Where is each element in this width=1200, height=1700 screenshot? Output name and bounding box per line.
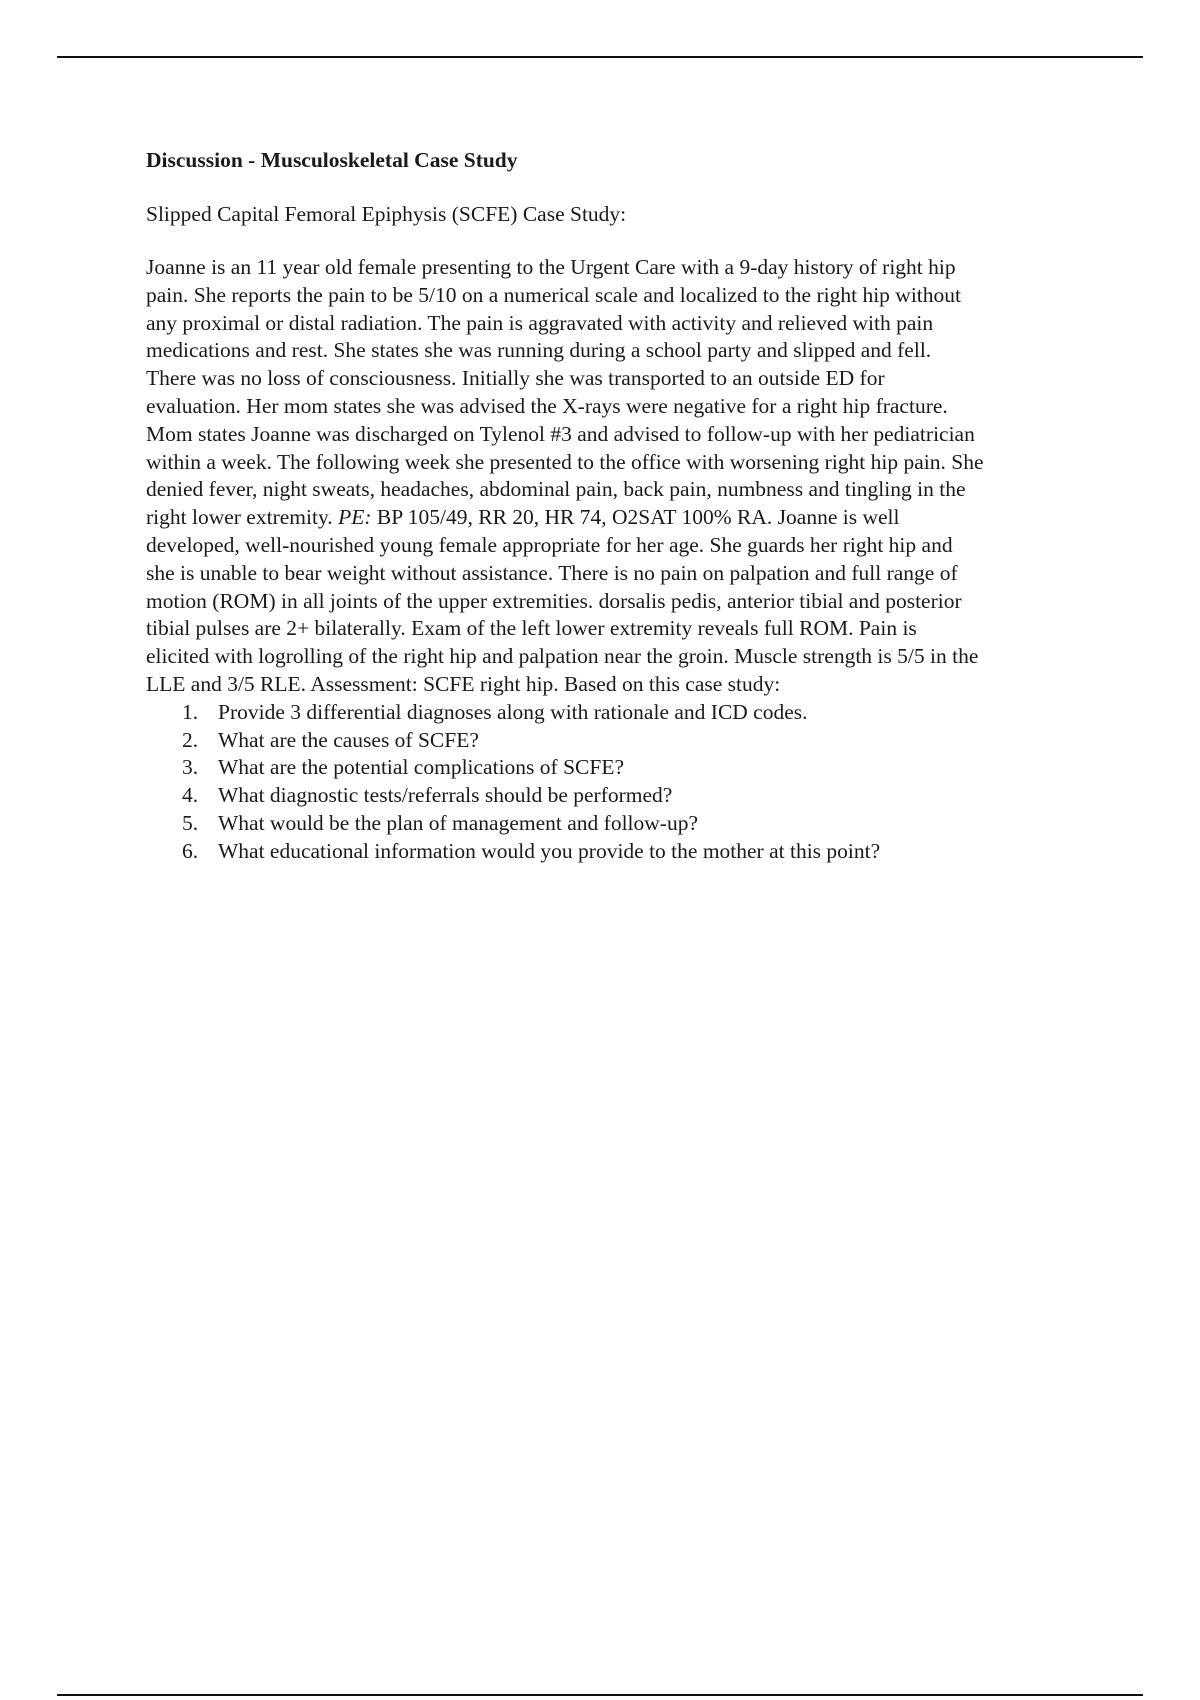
pe-line-before: right lower extremity. [146, 505, 339, 530]
narrative-line: any proximal or distal radiation. The pain is aggravated with activity and relieved with pain [146, 310, 934, 335]
question-item [146, 810, 1096, 838]
question-text: What educational information would you provide to the mother at this point? [218, 838, 881, 863]
question-item [146, 782, 1096, 810]
narrative-line: Mom states Joanne was discharged on Tylenol #3 and advised to follow-up with her pediatrician [146, 421, 975, 446]
narrative-line: LLE and 3/5 RLE. Assessment: SCFE right hip. Based on this case study: [146, 671, 781, 696]
narrative-line: within a week. The following week she presented to the office with worsening right hip pain. She [146, 449, 984, 474]
question-number: 2. [182, 727, 199, 752]
question-item [146, 699, 1096, 727]
pe-label: PE: [338, 505, 372, 530]
narrative-line: motion (ROM) in all joints of the upper extremities. dorsalis pedis, anterior tibial and posterior [146, 588, 962, 613]
narrative-line: There was no loss of consciousness. Initially she was transported to an outside ED for [146, 366, 885, 391]
question-text: What would be the plan of management and follow-up? [218, 810, 699, 835]
question-item [146, 838, 1096, 866]
question-number: 3. [182, 755, 199, 780]
narrative-line: elicited with logrolling of the right hip and palpation near the groin. Muscle strength is 5/5 in the [146, 644, 979, 669]
case-study-heading: Slipped Capital Femoral Epiphysis (SCFE) Case Study: [146, 202, 627, 226]
question-text: Provide 3 differential diagnoses along with rationale and ICD codes. [218, 699, 808, 724]
question-item [146, 727, 1096, 755]
narrative-line-pe [146, 504, 1096, 532]
narrative-line: she is unable to bear weight without assistance. There is no pain on palpation and full range of [146, 560, 958, 585]
pe-line-after: BP 105/49, RR 20, HR 74, O2SAT 100% RA. Joanne is well [371, 505, 900, 530]
case-narrative [146, 254, 1096, 699]
narrative-line: developed, well-nourished young female appropriate for her age. She guards her right hip and [146, 532, 953, 557]
question-text: What are the potential complications of SCFE? [218, 755, 625, 780]
narrative-line: medications and rest. She states she was running during a school party and slipped and fell. [146, 338, 932, 363]
question-item [146, 754, 1096, 782]
document-body [146, 146, 1096, 866]
narrative-line: evaluation. Her mom states she was advised the X-rays were negative for a right hip fracture. [146, 393, 948, 418]
narrative-line: pain. She reports the pain to be 5/10 on a numerical scale and localized to the right hip without [146, 282, 961, 307]
question-number: 5. [182, 810, 199, 835]
question-number: 6. [182, 838, 199, 863]
question-text: What diagnostic tests/referrals should be performed? [218, 783, 673, 808]
question-number: 1. [182, 699, 199, 724]
document-title: Discussion - Musculoskeletal Case Study [146, 148, 518, 172]
bottom-rule [57, 1694, 1143, 1696]
question-text: What are the causes of SCFE? [218, 727, 479, 752]
narrative-line: tibial pulses are 2+ bilaterally. Exam of the left lower extremity reveals full ROM. Pain is [146, 616, 917, 641]
question-list [146, 699, 1096, 866]
narrative-line: Joanne is an 11 year old female presenting to the Urgent Care with a 9-day history of right hip [146, 255, 956, 279]
top-rule [57, 56, 1143, 58]
narrative-line: denied fever, night sweats, headaches, abdominal pain, back pain, numbness and tingling in the [146, 477, 966, 502]
question-number: 4. [182, 783, 199, 808]
